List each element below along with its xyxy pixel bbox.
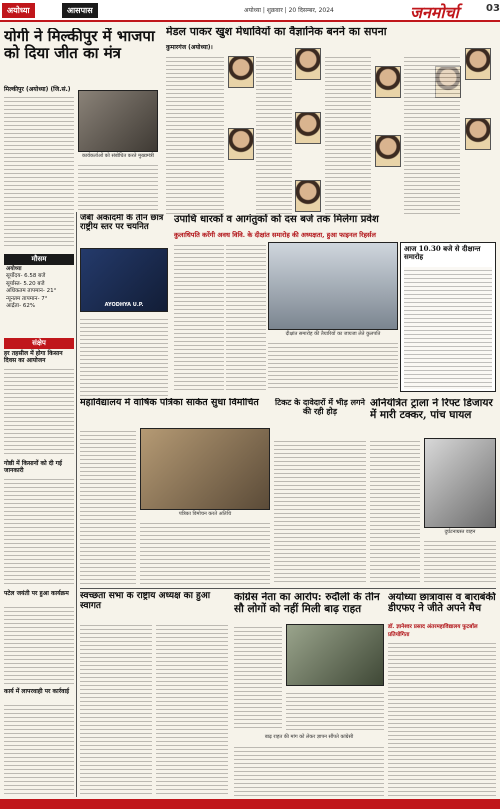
section-rule — [80, 588, 496, 589]
entry-body — [404, 267, 492, 389]
weather-city: अयोध्या — [6, 266, 22, 272]
swachh-body — [80, 622, 152, 796]
brief-item: हर तहसील में होगा किसान दिवस का आयोजन — [4, 350, 63, 365]
lead-body-col1 — [4, 94, 74, 249]
newspaper-logo: जनमोर्चा — [410, 3, 459, 22]
section-tag-ayodhya: अयोध्या — [2, 3, 35, 18]
crash-caption: दुर्घटनाग्रस्त वाहन — [444, 529, 476, 535]
medal-body — [325, 54, 371, 214]
student-portrait — [465, 118, 491, 150]
hostel-body — [388, 640, 496, 796]
student-portrait — [228, 128, 254, 160]
degree-caption: दीक्षांत समारोह की तैयारियों का जायजा लेते कुलपति — [285, 331, 381, 337]
student-portrait — [228, 56, 254, 88]
weather-box — [6, 266, 74, 311]
congress-headline: कांग्रेस नेता का आरोप: रुदौली के तीन सौ लोगों को नहीं मिली बाढ़ राहत — [234, 592, 380, 615]
student-portrait — [465, 48, 491, 80]
weather-line: अधिकतम तापमान- 21° — [6, 288, 57, 295]
academy-photo — [80, 248, 168, 312]
lead-headline: योगी ने मिल्कीपुर में भाजपा को दिया जीत का मंत्र — [4, 28, 155, 62]
section-tag-aaspas: आसपास — [62, 3, 98, 18]
yogi-photo — [78, 90, 158, 152]
degree-photo — [268, 242, 398, 330]
crash-body — [424, 538, 496, 584]
ticket-body — [274, 438, 366, 584]
medal-body — [404, 54, 460, 214]
hostel-subhead: डॉ. ज्ञानेश्वर प्रसाद अंतरमहाविद्यालय फुटबॉल प्रतियोगिता — [388, 624, 478, 638]
congress-body — [286, 690, 384, 730]
medal-headline: मेडल पाकर खुश मेधावियों का वैज्ञानिक बनने का सपना — [166, 26, 387, 38]
degree-body — [174, 242, 224, 390]
annual-photo — [140, 428, 270, 510]
annual-caption: पत्रिका विमोचन करते अतिथि — [178, 511, 232, 517]
entry-box — [400, 242, 496, 392]
crash-headline: अनियंत्रित ट्राला ने रिफ्ट डिजायर में मारी टक्कर, पांच घायल — [370, 398, 493, 421]
degree-subhead: कुलाधिपति करेंगी अवध विवि. के दीक्षांत समारोह की अध्यक्षता, हुआ फाइनल रिहर्सल — [174, 231, 376, 239]
crash-body — [370, 438, 420, 584]
brief-body — [4, 476, 74, 586]
student-portrait — [375, 135, 401, 167]
student-portrait — [295, 180, 321, 212]
annual-body — [80, 428, 136, 584]
annual-headline: महाविद्यालय में वार्षिक पत्रिका साकेत सुधा विमोचित — [80, 398, 259, 408]
degree-body — [226, 242, 266, 390]
brief-item: गोष्ठी में किसानों को दी गई जानकारी — [4, 460, 62, 475]
medal-dateline: कुमारगंज (अयोध्या)। — [166, 44, 213, 51]
weather-line: आर्द्रता- 62% — [6, 303, 36, 310]
congress-body — [234, 744, 384, 796]
degree-body — [268, 340, 398, 390]
weather-line: सूर्यास्त- 5.20 बजे — [6, 280, 45, 287]
brief-item: कार्य में लापरवाही पर कार्रवाई — [4, 688, 70, 695]
brief-body — [4, 366, 74, 456]
brief-item: पटेल जयंती पर हुआ कार्यक्रम — [4, 590, 69, 597]
degree-headline: उपाधि धारकों व आगंतुकों को दस बजे तक मिलेगा प्रवेश — [174, 214, 379, 225]
academy-banner-text: AYODHYA U.P. — [104, 302, 144, 308]
column-rule — [76, 212, 77, 797]
hostel-headline: अयोध्या छात्रावास व बाराबंकी डीएफए ने जीते अपने मैच — [388, 592, 496, 614]
congress-photo — [286, 624, 384, 686]
student-portrait — [295, 112, 321, 144]
lead-body-col2 — [78, 162, 158, 210]
brief-body — [4, 604, 74, 684]
weather-title: मौसम — [4, 254, 74, 265]
yogi-caption: कार्यकर्ताओं को संबोधित करते मुख्यमंत्री — [82, 153, 154, 159]
ticket-headline: टिकट के दावेदारों में भीड़ लगने की रही होड़ — [275, 398, 365, 416]
page-number: 03 — [486, 3, 500, 14]
academy-body — [80, 316, 168, 396]
congress-caption: बाढ़ राहत की मांग को लेकर ज्ञापन सौंपते कांग्रेसी — [264, 734, 354, 740]
brief-news-title: संक्षेप — [4, 338, 74, 349]
medal-body — [166, 54, 224, 214]
entry-headline: आज 10.30 बजे से दीक्षान्त समारोह — [404, 244, 481, 261]
swachh-headline: स्वच्छता सभा के राष्ट्रीय अध्यक्ष का हुआ स्वागत — [80, 592, 211, 611]
swachh-body — [156, 622, 228, 796]
congress-body — [234, 624, 282, 730]
academy-headline: जेबी अकादमी के तीन छात्र राष्ट्रीय स्तर पर चयनित — [80, 214, 164, 233]
weather-line: न्यूनतम तापमान- 7° — [6, 295, 48, 302]
student-portrait — [375, 66, 401, 98]
date-line: अयोध्या | शुक्रवार | 20 दिसम्बर, 2024 — [244, 7, 334, 14]
weather-line: सूर्योदय- 6.58 बजे — [6, 273, 46, 280]
medal-body — [256, 54, 292, 214]
masthead — [0, 0, 500, 22]
annual-body — [140, 520, 270, 584]
student-portrait — [295, 48, 321, 80]
crash-photo — [424, 438, 496, 528]
lead-dateline: मिल्कीपुर (अयोध्या) (जि.सं.) — [4, 86, 71, 93]
brief-body — [4, 702, 74, 796]
footer-bar — [0, 799, 500, 809]
